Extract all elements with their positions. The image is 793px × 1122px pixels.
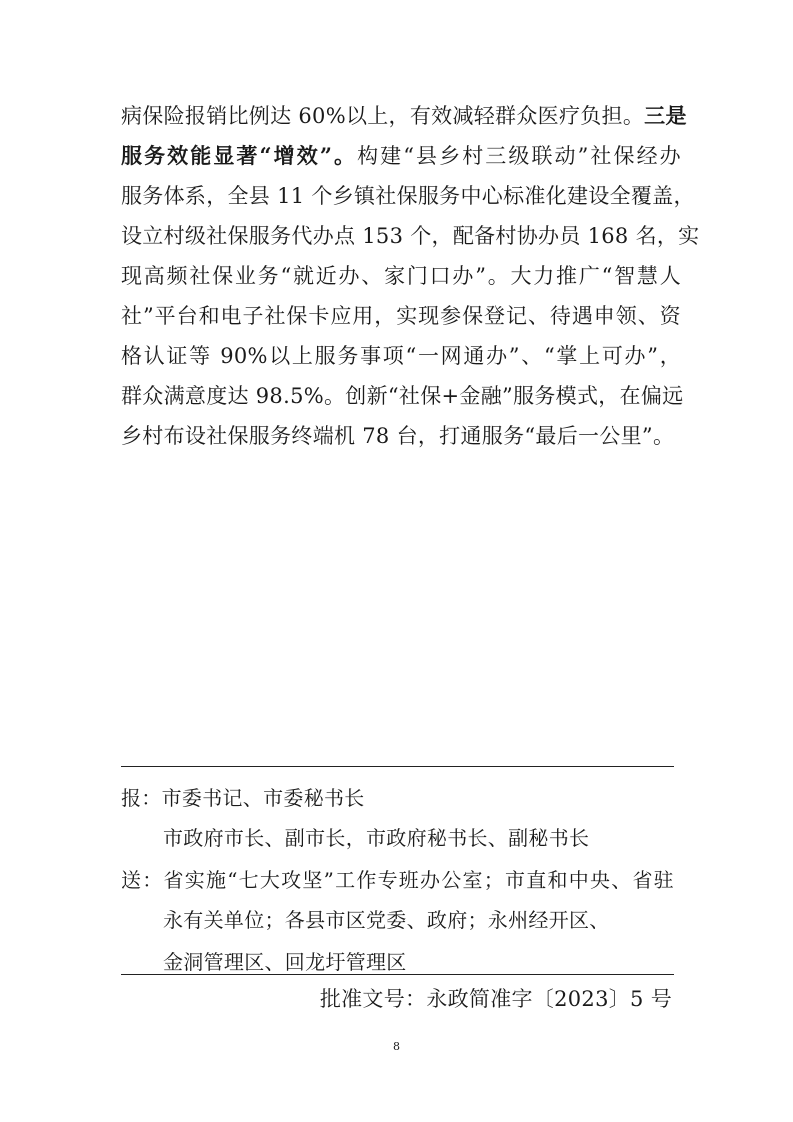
- send-line: 送：省实施“七大攻坚”工作专班办公室；市直和中央、省驻: [121, 868, 674, 892]
- body-line-1: [121, 96, 687, 136]
- body-paragraph: [121, 96, 700, 456]
- report-line-continued: 市政府市长、副市长，市政府秘书长、副秘书长: [163, 826, 590, 850]
- body-line-6: 社”平台和电子社保卡应用，实现参保登记、待遇申领、资: [121, 304, 681, 328]
- body-text-segment: 病保险报销比例达 60%以上，有效减轻群众医疗负担。: [121, 104, 645, 128]
- report-line: 报：市委书记、市委秘书长: [121, 786, 365, 810]
- distribution-bottom-rule: [121, 974, 674, 975]
- send-line-continued: 金洞管理区、回龙圩管理区: [163, 950, 407, 974]
- approval-number: 批准文号：永政简准字〔2023〕5 号: [319, 987, 672, 1011]
- body-line-8: 群众满意度达 98.5%。创新“社保+金融”服务模式，在偏远: [121, 384, 684, 408]
- page-number: 8: [393, 1040, 400, 1053]
- body-line-3: 服务体系，全县 11 个乡镇社保服务中心标准化建设全覆盖，: [121, 184, 695, 208]
- bold-heading-segment: 三是: [644, 103, 687, 128]
- body-line-2: [121, 136, 681, 176]
- send-line-continued: 永有关单位；各县市区党委、政府；永州经开区、: [163, 908, 610, 932]
- distribution-top-rule: [121, 766, 674, 767]
- bold-heading-segment: 服务效能显著“增效”。: [121, 143, 358, 168]
- body-line-7: 格认证等 90%以上服务事项“一网通办”、“掌上可办”，: [121, 344, 681, 368]
- body-line-9: 乡村布设社保服务终端机 78 台，打通服务“最后一公里”。: [121, 424, 675, 448]
- body-line-4: 设立村级社保服务代办点 153 个，配备村协办员 168 名，实: [121, 224, 700, 248]
- body-line-5: 现高频社保业务“就近办、家门口办”。大力推广“智慧人: [121, 264, 681, 288]
- body-text-segment: 构建“县乡村三级联动”社保经办: [357, 144, 681, 168]
